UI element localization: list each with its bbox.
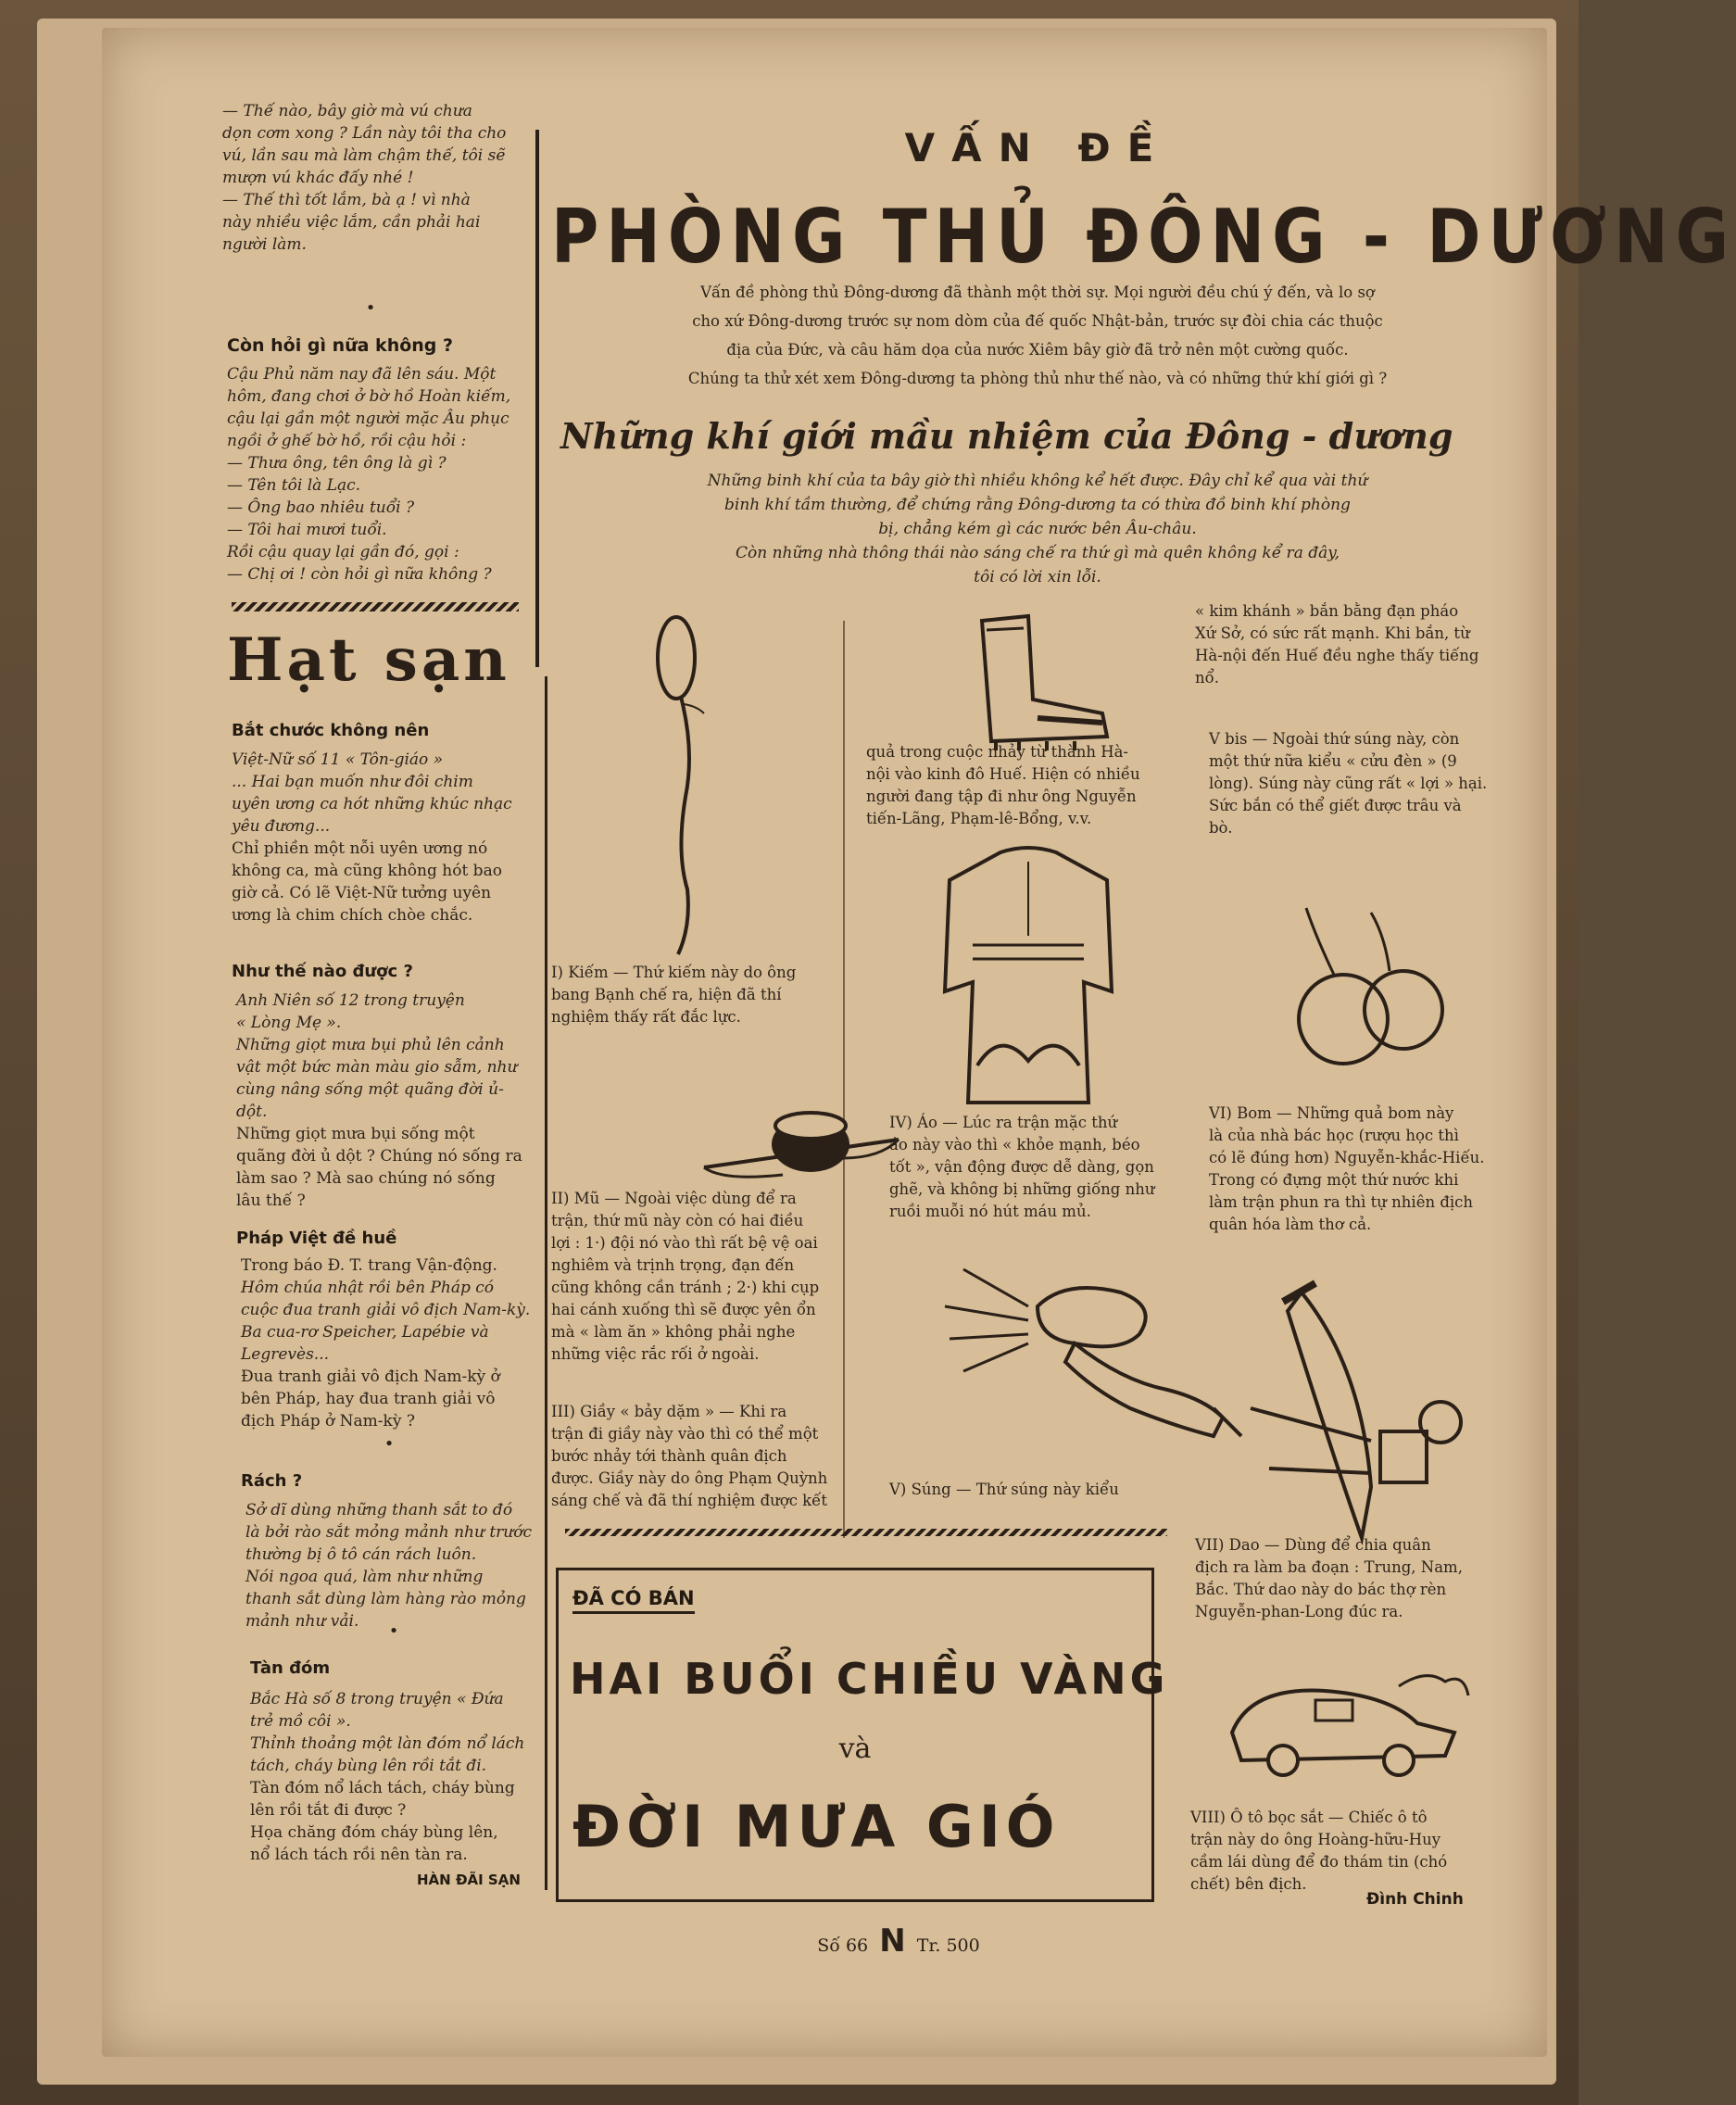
intro-dialogue [222, 100, 519, 256]
text-line: mảnh như vải. [245, 1612, 359, 1631]
text-line: áo này vào thì « khỏe mạnh, béo [889, 1136, 1140, 1153]
text-line: là bởi rào sắt mỏng mảnh như trước [245, 1523, 532, 1542]
text-line: Bắc. Thứ dao này do bác thợ rèn [1195, 1581, 1447, 1598]
text-line: bị, chẳng kém gì các nước bên Âu-châu. [878, 520, 1197, 538]
text-line: Chúng ta thử xét xem Đông-dương ta phòng thủ như thế nào, và có những thứ khí giới gì ? [687, 370, 1388, 387]
text-line: địch ra làm ba đoạn : Trung, Nam, [1195, 1558, 1463, 1576]
caption-giay-continued [866, 741, 1172, 830]
wavy-divider [565, 1529, 1167, 1536]
text-line: IV) Áo — Lúc ra trận mặc thứ [889, 1114, 1118, 1131]
caption-oto [1190, 1807, 1505, 1896]
text-line: quãng đời ủ dột ? Chúng nó sống ra [236, 1147, 522, 1166]
text-line: Vấn đề phòng thủ Đông-dương đã thành một thời sự. Mọi người đều chú ý đến, và lo sợ [700, 284, 1375, 301]
text-line: Những giọt mưa bụi phủ lên cảnh [236, 1036, 505, 1054]
text-line: ương là chim chích chòe chắc. [232, 906, 473, 925]
text-line: Còn những nhà thông thái nào sáng chế ra thứ gì mà quên không kể ra đây, [735, 544, 1340, 562]
text-line: vật một bức màn màu gio sẫm, như [236, 1058, 518, 1077]
text-line: tôi có lời xin lỗi. [974, 568, 1101, 586]
text-line: chết) bên địch. [1190, 1875, 1307, 1893]
issue-number: Số 66 [817, 1935, 869, 1956]
text-line: ... Hai bạn muốn như đôi chim [232, 773, 473, 791]
text-line: Việt-Nữ số 11 « Tôn-giáo » [232, 750, 444, 769]
text-line: « kim khánh » bắn bằng đạn pháo [1195, 602, 1459, 620]
text-line: người làm. [222, 235, 307, 254]
article-sub-intro [547, 469, 1528, 589]
text-line: II) Mũ — Ngoài việc dùng để ra [551, 1190, 797, 1207]
text-line: ngồi ở ghế bờ hồ, rồi cậu hỏi : [227, 432, 467, 450]
text-line: cho xứ Đông-dương trước sự nom dòm của đế quốc Nhật-bản, trước sự đòi chia các thuộc [692, 312, 1383, 330]
text-line: — Chị ơi ! còn hỏi gì nữa không ? [227, 565, 492, 584]
text-line: cũng không cần tránh ; 2·) khi cụp [551, 1279, 820, 1296]
text-line: nổ lách tách rồi nên tàn ra. [250, 1846, 468, 1864]
text-line: được. Giầy này do ông Phạm Quỳnh [551, 1469, 828, 1487]
text-line: VI) Bom — Những quả bom này [1209, 1104, 1454, 1122]
section-body [232, 749, 528, 926]
section-body [245, 1499, 542, 1632]
gun-hand-illustration [936, 1251, 1260, 1473]
text-line: Thỉnh thoảng một làn đóm nổ lách [250, 1734, 525, 1753]
text-line: Bắc Hà số 8 trong truyện « Đứa [250, 1690, 504, 1708]
article-kicker: VẤN ĐỀ [904, 125, 1171, 170]
text-line: là của nhà bác học (rượu học thì [1209, 1127, 1459, 1144]
text-line: làm sao ? Mà sao chúng nó sống [236, 1169, 496, 1188]
text-line: những việc rắc rối ở ngoài. [551, 1345, 760, 1363]
text-line: nổ. [1195, 669, 1219, 687]
section-heading: Bắt chước không nên [232, 721, 430, 740]
section-heading: Tàn đóm [250, 1658, 331, 1678]
text-line: Những giọt mưa bụi sống một [236, 1125, 475, 1143]
text-line: trận đi giầy này vào thì có thể một [551, 1425, 819, 1443]
section-heading: Pháp Việt đề huề [236, 1229, 397, 1248]
text-line: bang Bạnh chế ra, hiện đã thí [551, 986, 782, 1003]
page-footer [778, 1922, 1019, 1960]
text-line: Anh Niên số 12 trong truyện [236, 991, 465, 1010]
caption-bom [1209, 1103, 1524, 1236]
section-body [236, 989, 533, 1212]
advertisement-box [556, 1568, 1169, 1902]
bullet-separator: • [384, 1434, 395, 1454]
text-line: Ba cua-rơ Speicher, Lapébie và [241, 1323, 489, 1342]
text-line: — Thưa ông, tên ông là gì ? [227, 454, 447, 473]
text-line: cùng nâng sống một quãng đời ủ- [236, 1080, 504, 1099]
text-line: vú, lần sau mà làm chậm thế, tôi sẽ [222, 146, 506, 165]
sword-illustration [630, 611, 741, 964]
text-line: I) Kiếm — Thứ kiếm này do ông [551, 964, 797, 981]
text-line: quân hóa làm thơ cả. [1209, 1216, 1372, 1233]
text-line: Nguyễn-phan-Long đúc ra. [1195, 1603, 1403, 1620]
text-line: một thứ nữa kiểu « cửu đèn » (9 [1209, 752, 1457, 770]
text-line: Trong báo Đ. T. trang Vận-động. [241, 1256, 497, 1275]
section-body [250, 1688, 547, 1866]
text-line: cầm lái dùng để đo thám tin (chó [1190, 1853, 1448, 1871]
caption-giay [551, 1401, 848, 1512]
ad-title-1: HAI BUỔI CHIỀU VÀNG [570, 1654, 1169, 1704]
robe-illustration [936, 843, 1121, 1112]
text-line: trẻ mồ côi ». [250, 1712, 351, 1731]
newspaper-logo: N [879, 1922, 906, 1960]
caption-sung-continued [1195, 600, 1510, 689]
section-heading: Như thế nào được ? [232, 962, 413, 981]
ad-title-2: ĐỜI MƯA GIÓ [572, 1793, 1061, 1860]
text-line: tách, cháy bùng lên rồi tắt đi. [250, 1757, 487, 1775]
text-line: — Thế nào, bây giờ mà vú chưa [222, 102, 472, 120]
text-line: Sở dĩ dùng những thanh sắt to đó [245, 1501, 513, 1519]
caption-ao [889, 1112, 1176, 1223]
text-line: uyên ương ca hót những khúc nhạc [232, 795, 512, 813]
text-line: trận, thứ mũ này còn có hai điều [551, 1212, 804, 1229]
text-line: Nói ngoa quá, làm như những [245, 1568, 484, 1586]
text-line: binh khí tầm thường, để chứng rằng Đông-dương ta có thừa đồ binh khí phòng [724, 496, 1351, 514]
text-line: « Lòng Mẹ ». [236, 1014, 342, 1032]
text-line: Hà-nội đến Huế đều nghe thấy tiếng [1195, 647, 1479, 664]
text-line: bên Pháp, hay đua tranh giải vô [241, 1390, 496, 1408]
text-line: Xứ Sở, có sức rất mạnh. Khi bắn, từ [1195, 624, 1470, 642]
ad-conjunction: và [838, 1733, 872, 1765]
caption-vbis [1209, 728, 1515, 839]
page-number: Tr. 500 [916, 1935, 980, 1956]
text-line: nghiêm và trịnh trọng, đạn đến [551, 1256, 795, 1274]
article-title: PHÒNG THỦ ĐÔNG - DƯƠNG [551, 193, 1736, 281]
text-line: VIII) Ô tô bọc sắt — Chiếc ô tô [1190, 1809, 1428, 1826]
column-signature: HÀN ĐÃI SẠN [417, 1872, 521, 1888]
text-line: lòng). Súng này cũng rất « lợi » hại. [1209, 775, 1488, 792]
text-line: không ca, mà cũng không hót bao [232, 862, 502, 880]
text-line: dọn cơm xong ? Lần này tôi tha cho [222, 124, 507, 143]
text-line: bước nhảy tới thành quân địch [551, 1447, 787, 1465]
text-line: trận này do ông Hoàng-hữu-Huy [1190, 1831, 1441, 1848]
article-author: Đình Chinh [1366, 1890, 1464, 1909]
text-line: Rồi cậu quay lại gần đó, gọi : [227, 543, 459, 561]
caption-sung [889, 1479, 1176, 1501]
section-body [241, 1254, 537, 1432]
text-line: mà « làm ăn » không phải nghe [551, 1323, 796, 1341]
text-line: có lẽ đúng hơn) Nguyễn-khắc-Hiếu. [1209, 1149, 1485, 1166]
bullet-separator: • [365, 298, 376, 318]
text-line: ruồi muỗi nó hút máu mủ. [889, 1203, 1091, 1220]
text-line: yêu đương... [232, 817, 331, 836]
text-line: — Tôi hai mươi tuổi. [227, 521, 387, 539]
ad-label: ĐÃ CÓ BÁN [572, 1587, 695, 1614]
boot-illustration [963, 611, 1121, 760]
text-line: — Ông bao nhiêu tuổi ? [227, 498, 415, 517]
text-line: lên rồi tắt đi được ? [250, 1801, 407, 1820]
text-line: địch Pháp ở Nam-kỳ ? [241, 1412, 415, 1431]
hat-san-title: Hạt sạn [227, 625, 510, 695]
caption-dao [1195, 1534, 1510, 1623]
text-line: hai cánh xuống thì sẽ được yên ổn [551, 1301, 816, 1318]
hat-illustration [695, 1093, 917, 1195]
text-line: bò. [1209, 819, 1233, 837]
article-intro [547, 278, 1528, 393]
text-line: lợi : 1·) đội nó vào thì rất bệ vệ oai [551, 1234, 818, 1252]
text-line: nội vào kinh đô Huế. Hiện có nhiều [866, 765, 1140, 783]
text-line: hôm, đang chơi ở bờ hồ Hoàn kiếm, [227, 387, 511, 406]
text-line: V bis — Ngoài thứ súng này, còn [1209, 730, 1460, 748]
text-line: Những binh khí của ta bây giờ thì nhiều không kể hết được. Đây chỉ kể qua vài thứ [707, 472, 1368, 490]
column-rule [535, 130, 539, 667]
text-line: Sức bắn có thể giết được trâu và [1209, 797, 1462, 814]
text-line: thanh sắt dùng làm hàng rào mỏng [245, 1590, 526, 1608]
article-subtitle: Những khí giới mầu nhiệm của Đông - dương [560, 415, 1453, 457]
caption-mu [551, 1188, 848, 1366]
text-line: tiến-Lãng, Phạm-lê-Bổng, v.v. [866, 810, 1092, 827]
text-line: nghiệm thấy rất đắc lực. [551, 1008, 741, 1026]
section-heading: Còn hỏi gì nữa không ? [227, 335, 454, 356]
wavy-divider [232, 602, 519, 611]
text-line: địa của Đức, và câu hăm dọa của nước Xiêm bây giờ đã trở nên một cường quốc. [726, 341, 1349, 359]
caption-kiem [551, 962, 848, 1028]
text-line: này nhiều việc lắm, cần phải hai [222, 213, 481, 232]
text-line: sáng chế và đã thí nghiệm được kết [551, 1492, 827, 1509]
newspaper-page [102, 28, 1736, 2057]
armored-car-illustration [1214, 1668, 1473, 1788]
sword-man-illustration [1232, 1274, 1491, 1552]
text-line: Cậu Phủ năm nay đã lên sáu. Một [227, 365, 497, 384]
text-line: Đua tranh giải vô địch Nam-kỳ ở [241, 1368, 500, 1386]
bullet-separator: • [388, 1621, 399, 1641]
text-line: cuộc đua tranh giải vô địch Nam-kỳ. [241, 1301, 531, 1319]
text-line: — Thế thì tốt lắm, bà ạ ! vì nhà [222, 191, 471, 209]
text-line: III) Giầy « bảy dặm » — Khi ra [551, 1403, 787, 1420]
text-line: giờ cả. Có lẽ Việt-Nữ tưởng uyên [232, 884, 492, 902]
text-line: Chỉ phiền một nỗi uyên ương nó [232, 839, 488, 858]
text-line: — Tên tôi là Lạc. [227, 476, 361, 495]
section-body [227, 363, 523, 586]
text-line: Trong có đựng một thứ nước khi [1209, 1171, 1459, 1189]
text-line: Tàn đóm nổ lách tách, cháy bùng [250, 1779, 515, 1797]
text-line: quả trong cuộc nhảy từ thành Hà- [866, 743, 1128, 761]
text-line: Họa chăng đóm cháy bùng lên, [250, 1823, 498, 1842]
text-line: VII) Dao — Dùng để chia quân [1195, 1536, 1431, 1554]
text-line: cậu lại gần một người mặc Âu phục [227, 410, 509, 428]
text-line: V) Súng — Thứ súng này kiểu [889, 1481, 1119, 1498]
bomb-illustration [1278, 899, 1464, 1093]
section-heading: Rách ? [241, 1471, 303, 1491]
text-line: làm trận phun ra thì tự nhiên địch [1209, 1193, 1474, 1211]
text-line: thường bị ô tô cán rách luôn. [245, 1545, 477, 1564]
text-line: Legrevès... [241, 1345, 330, 1364]
text-line: Hôm chúa nhật rồi bên Pháp có [241, 1279, 495, 1297]
text-line: mượn vú khác đấy nhé ! [222, 169, 414, 187]
text-line: người đang tập đi như ông Nguyễn [866, 788, 1137, 805]
text-line: lâu thế ? [236, 1191, 306, 1210]
column-rule [545, 676, 547, 1890]
text-line: tốt », vận động được dễ dàng, gọn [889, 1158, 1154, 1176]
text-line: dột. [236, 1103, 268, 1121]
text-line: ghẽ, và không bị những giống như [889, 1180, 1155, 1198]
